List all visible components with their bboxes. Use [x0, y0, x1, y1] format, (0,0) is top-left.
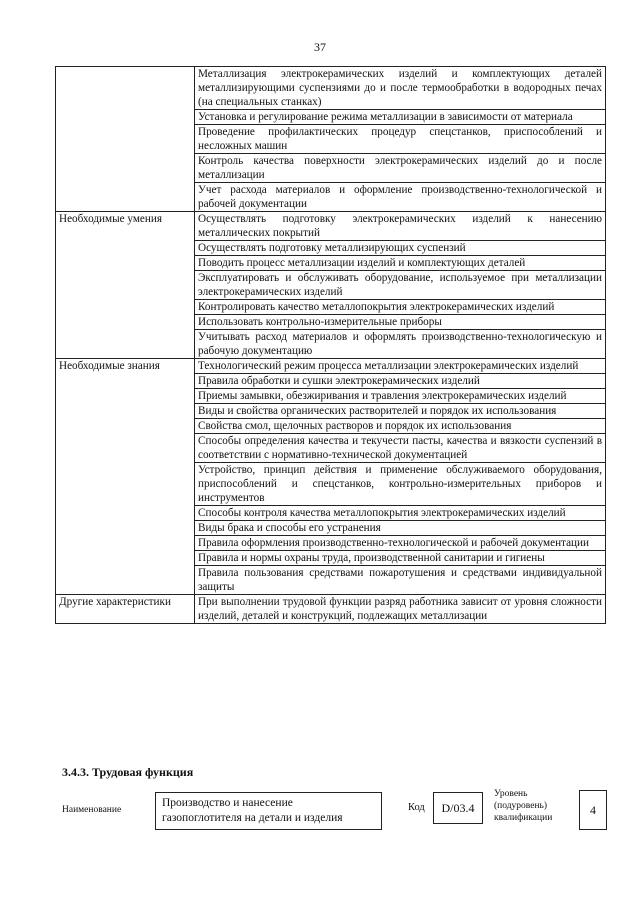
category-cell: Другие характеристики	[56, 595, 195, 624]
labor-function-header	[0, 788, 640, 838]
item-cell: Контроль качества поверхности электрокерамических изделий до и после металлизации	[195, 154, 606, 183]
item-cell: Правила оформления производственно-технологической и рабочей документации	[195, 536, 606, 551]
name-label: Наименование	[62, 805, 122, 815]
item-cell: Виды и свойства органических растворителей и порядок их использования	[195, 404, 606, 419]
table-row	[56, 212, 606, 241]
item-cell: При выполнении трудовой функции разряд работника зависит от уровня сложности изделий, деталей и конструкций, подлежащих металлизации	[195, 595, 606, 624]
item-cell: Осуществлять подготовку металлизирующих суспензий	[195, 241, 606, 256]
item-cell: Технологический режим процесса металлизации электрокерамических изделий	[195, 359, 606, 374]
item-cell: Свойства смол, щелочных растворов и порядок их использования	[195, 419, 606, 434]
category-cell: Необходимые знания	[56, 359, 195, 595]
code-value-box: D/03.4	[433, 792, 483, 824]
item-cell: Правила пользования средствами пожаротушения и средствами индивидуальной защиты	[195, 566, 606, 595]
item-cell: Приемы замывки, обезжиривания и травления электрокерамических изделий	[195, 389, 606, 404]
labor-function-table	[55, 66, 606, 624]
category-cell	[56, 67, 195, 212]
item-cell: Осуществлять подготовку электрокерамических изделий к нанесению металлических покрытий	[195, 212, 606, 241]
item-cell: Контролировать качество металлопокрытия электрокерамических изделий	[195, 300, 606, 315]
item-cell: Металлизация электрокерамических изделий и комплектующих деталей металлизирующими суспензиями до и после термообработки в водородных печах (на специальных станках)	[195, 67, 606, 110]
item-cell: Учитывать расход материалов и оформлять производственно-технологическую и рабочую документацию	[195, 330, 606, 359]
item-cell: Способы контроля качества металлопокрытия электрокерамических изделий	[195, 506, 606, 521]
table-row	[56, 595, 606, 624]
page-number: 37	[314, 40, 326, 54]
category-cell: Необходимые умения	[56, 212, 195, 359]
table-row	[56, 359, 606, 374]
item-cell: Учет расхода материалов и оформление производственно-технологической и рабочей документации	[195, 183, 606, 212]
level-label: Уровень (подуровень) квалификации	[494, 789, 553, 823]
level-value-box: 4	[579, 790, 607, 830]
item-cell: Виды брака и способы его устранения	[195, 521, 606, 536]
item-cell: Устройство, принцип действия и применение обслуживаемого оборудования, приспособлений и спецстанков, контрольно-измерительных приборов и инструментов	[195, 463, 606, 506]
item-cell: Установка и регулирование режима металлизации в зависимости от материала	[195, 110, 606, 125]
name-value-box: Производство и нанесение газопоглотителя на детали и изделия	[155, 792, 382, 830]
item-cell: Правила и нормы охраны труда, производственной санитарии и гигиены	[195, 551, 606, 566]
item-cell: Эксплуатировать и обслуживать оборудование, используемое при металлизации электрокерамических изделий	[195, 271, 606, 300]
item-cell: Способы определения качества и текучести пасты, качества и вязкости суспензий в соответствии с нормативно-технической документацией	[195, 434, 606, 463]
section-title: 3.4.3. Трудовая функция	[62, 765, 194, 779]
item-cell: Использовать контрольно-измерительные приборы	[195, 315, 606, 330]
item-cell: Правила обработки и сушки электрокерамических изделий	[195, 374, 606, 389]
table-row	[56, 67, 606, 110]
item-cell: Поводить процесс металлизации изделий и комплектующих деталей	[195, 256, 606, 271]
code-label: Код	[408, 802, 425, 813]
item-cell: Проведение профилактических процедур спецстанков, приспособлений и несложных машин	[195, 125, 606, 154]
